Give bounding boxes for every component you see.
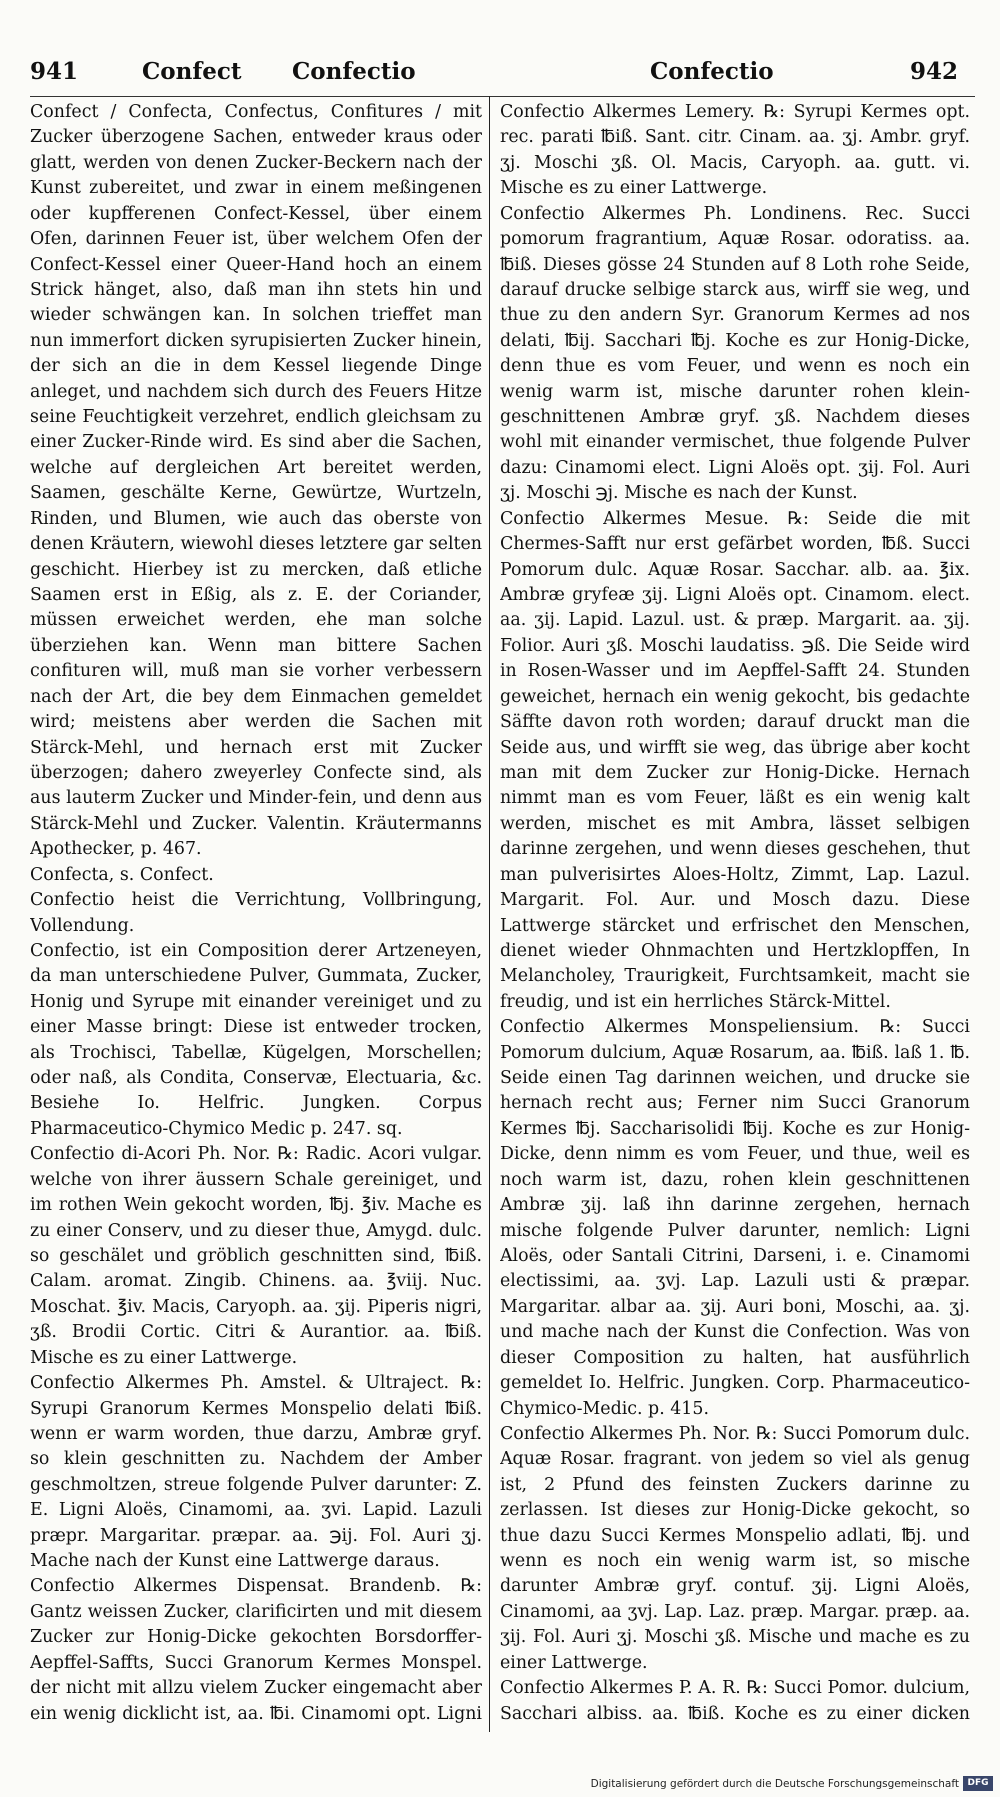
running-header: [30, 58, 975, 98]
left-column-catchword: Confectio: [292, 58, 416, 85]
column-divider: [489, 96, 490, 1732]
right-page-number: 942: [910, 58, 959, 85]
left-column-keyword: Confect: [142, 58, 242, 85]
left-column-text: Confect / Confecta, Confectus, Confitures / mit Zucker überzogene Sachen, entweder kraus oder glatt, werden von denen Zucker-Beckern nach der Kunst zubereitet, und zwar in einem meßingenen oder kupfferenen Confect-Kessel, über einem Ofen, darinnen Feuer ist, über welchem Ofen der Confect-Kessel einer Queer-Hand hoch an einem Strick hänget, also, daß man ihn stets hin und wieder schwängen kan. In solchen trieffet man nun immerfort dicken syrupisierten Zucker hinein, der sich an die in dem Kessel liegende Dinge anleget, und nachdem sich durch des Feuers Hitze seine Feuchtigkeit verzehret, endlich gleichsam zu einer Zucker-Rinde wird. Es sind aber die Sachen, welche auf dergleichen Art bereitet werden, Saamen, geschälte Kerne, Gewürtze, Wurtzeln, Rinden, und Blumen, wie auch das oberste von denen Kräutern, wiewohl dieses letztere gar selten geschicht. Hierbey ist zu mercken, daß etliche Saamen erst in Eßig, als z. E. der Coriander, müssen erweichet werden, ehe man solche überziehen kan. Wenn man bittere Sachen confituren will, muß man sie vorher verbessern nach der Art, die bey dem Einmachen gemeldet wird; meistens aber werden die Sachen mit Stärck-Mehl, und hernach erst mit Zucker überzogen; dahero zweyerley Confecte sind, als aus lauterm Zucker und Minder-fein, und denn aus Stärck-Mehl und Zucker. Valentin. Kräutermanns Apothecker, p. 467. Confecta, s. Confect. Confectio heist die Verrichtung, Vollbringung, Vollendung. Confectio, ist ein Composition derer Artzeneyen, da man unterschiedene Pulver, Gummata, Zucker, Honig und Syrupe mit einander vereiniget und zu einer Masse bringt: Diese ist entweder trocken, als Trochisci, Tabellæ, Kügelgen, Morschellen; oder naß, als Condita, Conservæ, Electuaria, &c. Besiehe Io. Helfric. Jungken. Corpus Pharmaceutico-Chymico Medic p. 247. sq. Confectio di-Acori Ph. Nor. ℞: Radic. Acori vulgar. welche von ihrer äussern Schale gereiniget, und im rothen Wein gekocht worden, ℔j. ℥iv. Mache es zu einer Conserv, und zu dieser thue, Amygd. dulc. so geschälet und gröblich geschnitten sind, ℔iß. Calam. aromat. Zingib. Chinens. aa. ℥viij. Nuc. Moschat. ℥iv. Macis, Caryoph. aa. ʒij. Piperis nigri, ʒß. Brodii Cortic. Citri & Aurantior. aa. ℔iß. Mische es zu einer Lattwerge. Confectio Alkermes Ph. Amstel. & Ultraject. ℞: Syrupi Granorum Kermes Monspelio delati ℔iß. wenn er warm worden, thue darzu, Ambræ gryf. so klein geschnitten zu. Nachdem der Amber geschmoltzen, streue folgende Pulver darunter: Z. E. Ligni Aloës, Cinamomi, aa. ʒvi. Lapid. Lazuli præpr. Margaritar. præpar. aa. ℈ij. Fol. Auri ʒj. Mache nach der Kunst eine Lattwerge daraus. Confectio Alkermes Dispensat. Brandenb. ℞: Gantz weissen Zucker, clarificirten und mit diesem Zucker zur Honig-Dicke gekochten Borsdorffer-Aepffel-Saffts, Succi Granorum Kermes Monspel. der nicht mit allzu vielem Zucker eingemacht aber ein wenig dicklicht ist, aa. ℔i. Cinamomi opt. Ligni: [30, 102, 482, 1724]
funding-note: Digitalisierung gefördert durch die Deutsche Forschungsgemeinschaft: [590, 1778, 959, 1790]
right-column-text: Confectio Alkermes Lemery. ℞: Syrupi Kermes opt. rec. parati ℔iß. Sant. citr. Cinam. aa. ʒj. Ambr. gryf. ʒj. Moschi ʒß. Ol. Macis, Caryoph. aa. gutt. vi. Mische es zu einer Lattwerge. Confectio Alkermes Ph. Londinens. Rec. Succi pomorum fragrantium, Aquæ Rosar. odoratiss. aa. ℔iß. Dieses gösse 24 Stunden auf 8 Loth rohe Seide, darauf drucke selbige starck aus, wirff sie weg, und thue zu den andern Syr. Granorum Kermes ad nos delati, ℔ij. Sacchari ℔j. Koche es zur Honig-Dicke, denn thue es vom Feuer, und wenn es noch ein wenig warm ist, mische darunter rohen klein-geschnittenen Ambræ gryf. ʒß. Nachdem dieses wohl mit einander vermischet, thue folgende Pulver dazu: Cinamomi elect. Ligni Aloës opt. ʒij. Fol. Auri ʒj. Moschi ℈j. Mische es nach der Kunst. Confectio Alkermes Mesue. ℞: Seide die mit Chermes-Safft nur erst gefärbet worden, ℔ß. Succi Pomorum dulc. Aquæ Rosar. Sacchar. alb. aa. ℥ix. Ambræ gryfeæ ʒij. Ligni Aloës opt. Cinamom. elect. aa. ʒij. Lapid. Lazul. ust. & præp. Margarit. aa. ʒij. Folior. Auri ʒß. Moschi laudatiss. ℈ß. Die Seide wird in Rosen-Wasser und im Aepffel-Safft 24. Stunden geweichet, hernach ein wenig gekocht, bis gedachte Säffte davon roth worden; darauf druckt man die Seide aus, und wirfft sie weg, das übrige aber kocht man mit dem Zucker zur Honig-Dicke. Hernach nimmt man es vom Feuer, läßt es ein wenig kalt werden, mischet es mit Ambra, lässet selbigen darinne zergehen, und wenn dieses geschehen, thut man pulverisirtes Aloes-Holtz, Zimmt, Lap. Lazul. Margarit. Fol. Aur. und Mosch dazu. Diese Lattwerge stärcket und erfrischet den Menschen, dienet wieder Ohnmachten und Hertzklopffen, In Melancholey, Traurigkeit, Furchtsamkeit, macht sie freudig, und ist ein herrliches Stärck-Mittel. Confectio Alkermes Monspeliensium. ℞: Succi Pomorum dulcium, Aquæ Rosarum, aa. ℔iß. laß 1. ℔. Seide einen Tag darinnen weichen, und drucke sie hernach recht aus; Ferner nim Succi Granorum Kermes ℔j. Saccharisolidi ℔ij. Koche es zur Honig-Dicke, denn nimm es vom Feuer, und thue, weil es noch warm ist, dazu, rohen klein geschnittenen Ambræ ʒij. laß ihn darinne zergehen, hernach mische folgende Pulver darunter, nemlich: Ligni Aloës, oder Santali Citrini, Darseni, i. e. Cinamomi electissimi, aa. ʒvj. Lap. Lazuli usti & præpar. Margaritar. albar aa. ʒij. Auri boni, Moschi, aa. ʒj. und mache nach der Kunst die Confection. Was von dieser Composition zu halten, hat ausführlich gemeldet Io. Helfric. Jungken. Corp. Pharmaceutico-Chymico-Medic. p. 415. Confectio Alkermes Ph. Nor. ℞: Succi Pomorum dulc. Aquæ Rosar. fragrant. von jedem so viel als genug ist, 2 Pfund des feinsten Zuckers darinne zu zerlassen. Ist dieses zur Honig-Dicke gekocht, so thue dazu Succi Kermes Monspelio adlati, ℔j. und wenn es noch ein wenig warm ist, so mische darunter Ambræ gryf. contuf. ʒij. Ligni Aloës, Cinamomi, aa ʒvj. Lap. Laz. præp. Margar. præp. aa. ʒij. Fol. Auri ʒj. Moschi ʒß. Mische und mache es zu einer Lattwerge. Confectio Alkermes P. A. R. ℞: Succi Pomor. dulcium, Sacchari albiss. aa. ℔iß. Koche es zu einer dicken: [500, 102, 970, 1724]
right-column-keyword: Confectio: [650, 58, 774, 85]
digitization-footer: [580, 1776, 995, 1794]
header-rule: [30, 96, 975, 97]
right-text-column: [500, 100, 970, 1730]
left-page-number: 941: [30, 58, 79, 85]
left-text-column: [30, 100, 482, 1730]
dfg-logo: DFG: [963, 1776, 993, 1791]
